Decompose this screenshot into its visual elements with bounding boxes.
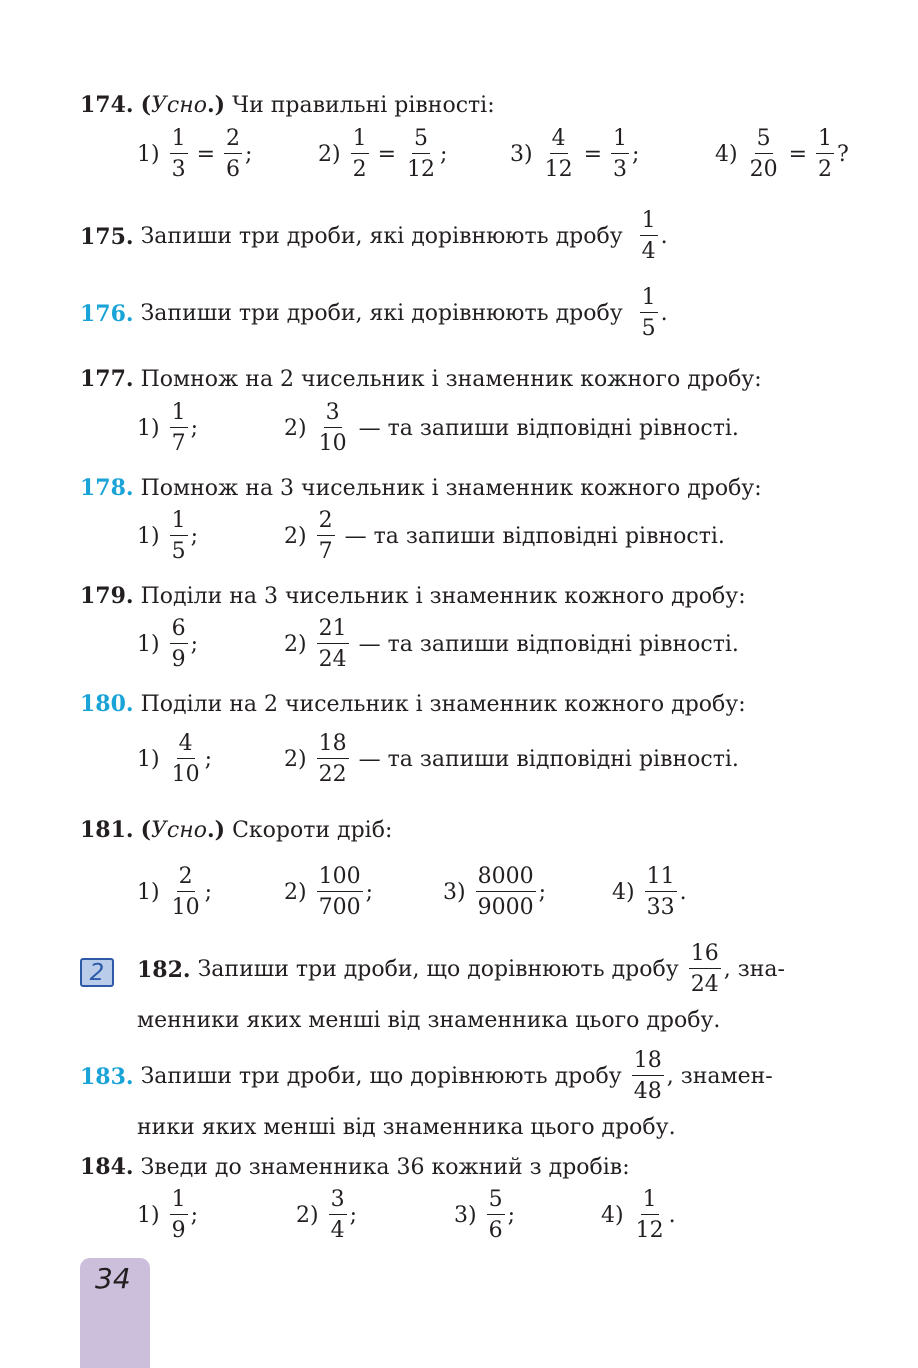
problem-text: , зна- <box>723 957 785 982</box>
denominator: 20 <box>749 157 778 182</box>
item-label: 2) <box>284 632 307 657</box>
problem-text: Поділи на 2 чисельник і знаменник кожного дробу: <box>140 691 746 717</box>
fraction <box>317 866 363 919</box>
punctuation: ; <box>190 632 199 657</box>
list-item <box>137 128 252 181</box>
problem-176 <box>80 287 668 340</box>
numerator: 4 <box>177 733 195 759</box>
list-item <box>510 128 639 181</box>
numerator: 2 <box>317 510 335 536</box>
problem-number: 179. <box>80 583 134 609</box>
list-item <box>284 402 739 455</box>
numerator: 3 <box>324 402 342 428</box>
numerator: 5 <box>487 1189 505 1215</box>
item-text: — та запиши відповідні рівності. <box>358 632 739 657</box>
problem-text: Помнож на 3 чисельник і знаменник кожного дробу: <box>140 475 762 501</box>
item-label: 1) <box>137 524 160 549</box>
problem-text: Чи правильні рівності: <box>232 92 495 118</box>
punctuation: ; <box>204 880 213 905</box>
problem-181-heading <box>80 817 392 843</box>
numerator: 18 <box>317 733 349 759</box>
numerator: 8000 <box>476 866 536 892</box>
list-item <box>137 733 212 786</box>
numerator: 1 <box>611 128 629 154</box>
numerator: 1 <box>816 128 834 154</box>
bracket: ( <box>140 92 152 118</box>
list-item <box>443 866 546 919</box>
problem-text: Зведи до знаменника 36 кожний з дробів: <box>140 1154 630 1180</box>
fraction <box>632 1050 664 1103</box>
fraction <box>487 1189 505 1242</box>
item-label: 4) <box>715 142 738 167</box>
numerator: 4 <box>550 128 568 154</box>
problem-178-heading <box>80 475 762 501</box>
item-text: — та запиши відповідні рівності. <box>344 524 725 549</box>
problem-text: Запиши три дроби, які дорівнюють дробу <box>140 224 623 249</box>
numerator: 3 <box>329 1189 347 1215</box>
problem-text: , знамен- <box>666 1064 773 1089</box>
problem-number: 174. <box>80 92 134 118</box>
problem-text: Запиши три дроби, що дорівнюють дробу <box>197 957 679 982</box>
punctuation: ; <box>190 524 199 549</box>
numerator: 1 <box>351 128 369 154</box>
problem-183 <box>80 1050 773 1103</box>
punctuation: ; <box>507 1203 516 1228</box>
list-item <box>318 128 447 181</box>
denominator: 9000 <box>477 895 534 920</box>
numerator: 6 <box>170 618 188 644</box>
bracket: .) <box>206 92 226 118</box>
fraction <box>170 866 202 919</box>
list-item <box>137 510 198 563</box>
punctuation: . <box>679 880 687 905</box>
item-label: 3) <box>510 142 533 167</box>
item-text: — та запиши відповідні рівності. <box>358 747 739 772</box>
bracket: ( <box>140 817 152 843</box>
punctuation: ; <box>204 747 213 772</box>
denominator: 3 <box>613 157 628 182</box>
problem-number: 184. <box>80 1154 134 1180</box>
fraction <box>170 510 188 563</box>
equals-sign: = <box>583 142 603 167</box>
item-label: 3) <box>454 1203 477 1228</box>
problem-number: 182. <box>137 956 191 983</box>
denominator: 12 <box>544 157 573 182</box>
fraction <box>543 128 575 181</box>
item-label: 4) <box>601 1203 624 1228</box>
punctuation: ; <box>632 142 640 167</box>
punctuation: ; <box>440 142 448 167</box>
denominator: 33 <box>646 895 675 920</box>
denominator: 9 <box>171 1218 186 1243</box>
numerator: 18 <box>632 1050 664 1076</box>
item-label: 4) <box>612 880 635 905</box>
list-item <box>284 733 739 786</box>
fraction <box>816 128 834 181</box>
problem-number: 177. <box>80 366 134 392</box>
punctuation: ; <box>190 416 199 441</box>
list-item <box>612 866 687 919</box>
denominator: 12 <box>407 157 436 182</box>
punctuation: ; <box>245 142 253 167</box>
problem-text: Скороти дріб: <box>232 817 393 843</box>
numerator: 5 <box>412 128 430 154</box>
denominator: 4 <box>330 1218 345 1243</box>
page-number: 34 <box>95 1262 131 1295</box>
list-item <box>137 402 198 455</box>
numerator: 1 <box>170 128 188 154</box>
numerator: 2 <box>177 866 195 892</box>
item-text: — та запиши відповідні рівності. <box>358 416 739 441</box>
problem-number: 175. <box>80 223 134 250</box>
list-item <box>715 128 849 181</box>
fraction <box>317 402 349 455</box>
list-item <box>284 510 725 563</box>
denominator: 5 <box>641 316 656 341</box>
punctuation: ; <box>538 880 547 905</box>
denominator: 24 <box>318 647 347 672</box>
denominator: 10 <box>171 895 200 920</box>
problem-177-heading <box>80 366 762 392</box>
problem-182 <box>137 943 785 996</box>
level-badge: 2 <box>80 958 114 987</box>
numerator: 2 <box>224 128 242 154</box>
problem-number: 180. <box>80 691 134 717</box>
fraction <box>170 618 188 671</box>
problem-text: Поділи на 3 чисельник і знаменник кожного дробу: <box>140 583 746 609</box>
punctuation: ; <box>349 1203 358 1228</box>
problem-text: менники яких менші від знаменника цього дробу. <box>137 1008 721 1033</box>
fraction <box>611 128 629 181</box>
denominator: 6 <box>488 1218 503 1243</box>
fraction <box>170 128 188 181</box>
equals-sign: = <box>196 142 216 167</box>
problem-number: 181. <box>80 817 134 843</box>
bracket: .) <box>206 817 226 843</box>
punctuation: ; <box>190 1203 199 1228</box>
denominator: 3 <box>171 157 186 182</box>
numerator: 11 <box>645 866 677 892</box>
item-label: 1) <box>137 1203 160 1228</box>
list-item <box>284 618 739 671</box>
list-item <box>601 1189 676 1242</box>
item-label: 2) <box>284 416 307 441</box>
problem-174-heading <box>80 92 495 118</box>
fraction <box>317 510 335 563</box>
problem-text: Запиши три дроби, які дорівнюють дробу <box>140 301 623 326</box>
denominator: 9 <box>171 647 186 672</box>
denominator: 24 <box>690 972 719 997</box>
punctuation: . <box>660 224 668 249</box>
punctuation: ? <box>837 142 849 167</box>
denominator: 4 <box>641 239 656 264</box>
numerator: 5 <box>755 128 773 154</box>
fraction <box>224 128 242 181</box>
oral-label: Усно <box>151 817 207 843</box>
problem-text: ники яких менші від знаменника цього дробу. <box>137 1115 676 1140</box>
item-label: 1) <box>137 416 160 441</box>
fraction <box>329 1189 347 1242</box>
list-item <box>284 866 373 919</box>
denominator: 5 <box>171 539 186 564</box>
equals-sign: = <box>788 142 808 167</box>
problem-184-heading <box>80 1154 630 1180</box>
fraction <box>640 210 658 263</box>
denominator: 7 <box>171 431 186 456</box>
denominator: 7 <box>318 539 333 564</box>
fraction <box>748 128 780 181</box>
problem-182-line2 <box>137 1008 720 1033</box>
denominator: 10 <box>171 762 200 787</box>
item-label: 2) <box>296 1203 319 1228</box>
problem-180-heading <box>80 691 746 717</box>
denominator: 2 <box>352 157 367 182</box>
oral-label: Усно <box>151 92 207 118</box>
fraction <box>645 866 677 919</box>
item-label: 1) <box>137 632 160 657</box>
problem-number: 178. <box>80 475 134 501</box>
denominator: 700 <box>318 895 361 920</box>
denominator: 2 <box>818 157 833 182</box>
list-item <box>137 866 212 919</box>
fraction <box>170 733 202 786</box>
fraction <box>640 287 658 340</box>
item-label: 2) <box>318 142 341 167</box>
numerator: 1 <box>640 287 658 313</box>
punctuation: . <box>660 301 668 326</box>
item-label: 2) <box>284 747 307 772</box>
problem-text: Помнож на 2 чисельник і знаменник кожного дробу: <box>140 366 762 392</box>
problem-179-heading <box>80 583 746 609</box>
fraction <box>405 128 437 181</box>
fraction <box>170 402 188 455</box>
fraction <box>351 128 369 181</box>
item-label: 1) <box>137 747 160 772</box>
item-label: 1) <box>137 880 160 905</box>
fraction <box>689 943 721 996</box>
fraction <box>170 1189 188 1242</box>
punctuation: ; <box>365 880 374 905</box>
list-item <box>137 1189 198 1242</box>
list-item <box>296 1189 357 1242</box>
fraction <box>317 733 349 786</box>
numerator: 1 <box>170 510 188 536</box>
denominator: 10 <box>318 431 347 456</box>
punctuation: . <box>668 1203 676 1228</box>
problem-text: Запиши три дроби, що дорівнюють дробу <box>140 1064 622 1089</box>
problem-183-line2 <box>137 1115 676 1140</box>
problem-number: 183. <box>80 1063 134 1090</box>
denominator: 12 <box>635 1218 664 1243</box>
list-item <box>137 618 198 671</box>
fraction <box>634 1189 666 1242</box>
problem-175 <box>80 210 668 263</box>
numerator: 21 <box>317 618 349 644</box>
numerator: 1 <box>170 402 188 428</box>
numerator: 16 <box>689 943 721 969</box>
list-item <box>454 1189 515 1242</box>
numerator: 1 <box>640 210 658 236</box>
fraction <box>317 618 349 671</box>
denominator: 22 <box>318 762 347 787</box>
numerator: 1 <box>170 1189 188 1215</box>
numerator: 100 <box>317 866 363 892</box>
item-label: 3) <box>443 880 466 905</box>
item-label: 1) <box>137 142 160 167</box>
numerator: 1 <box>641 1189 659 1215</box>
fraction <box>476 866 536 919</box>
denominator: 6 <box>226 157 241 182</box>
problem-number: 176. <box>80 300 134 327</box>
item-label: 2) <box>284 880 307 905</box>
item-label: 2) <box>284 524 307 549</box>
equals-sign: = <box>377 142 397 167</box>
denominator: 48 <box>633 1079 662 1104</box>
